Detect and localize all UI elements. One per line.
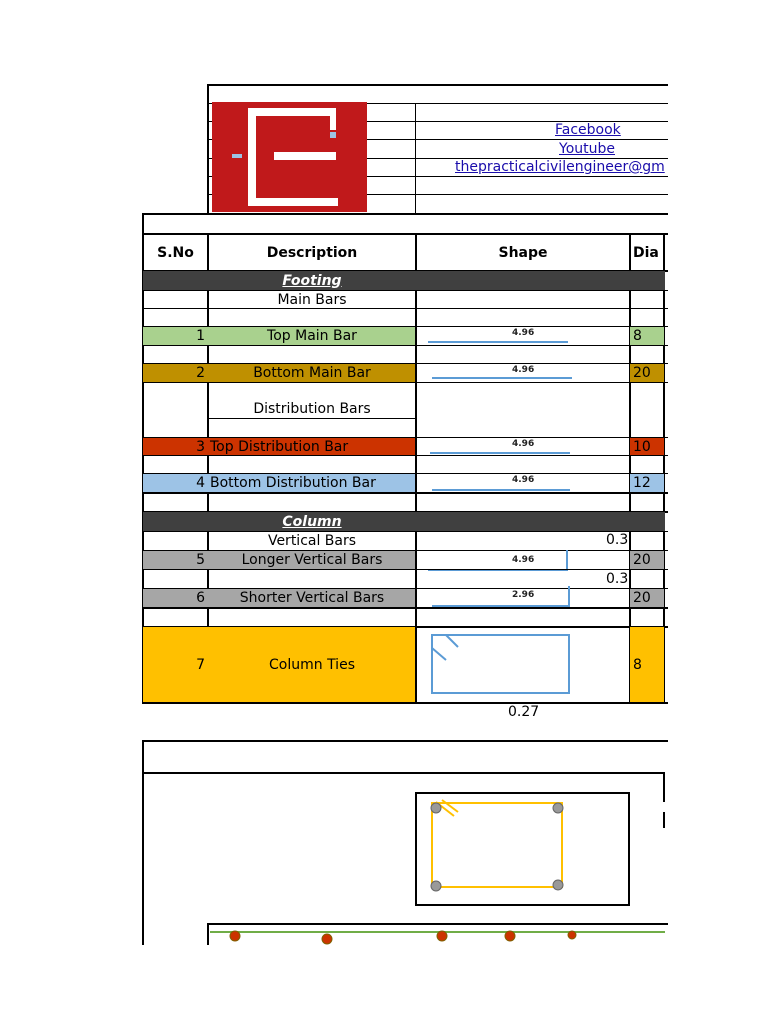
row-6-sno: 6 bbox=[196, 590, 205, 606]
row-6-dia: 20 bbox=[633, 590, 651, 606]
grid-line bbox=[142, 740, 668, 742]
company-logo bbox=[212, 102, 367, 212]
row-2-sno: 2 bbox=[196, 365, 205, 381]
grid-line bbox=[142, 382, 668, 383]
label-main-bars: Main Bars bbox=[277, 291, 347, 308]
tie-shape-icon bbox=[428, 630, 574, 698]
grid-line bbox=[142, 492, 668, 494]
header-sno: S.No bbox=[157, 244, 194, 261]
email-link[interactable]: thepracticalcivilengineer@gm bbox=[455, 159, 665, 175]
grid-line bbox=[208, 418, 416, 419]
row-3-description: Top Distribution Bar bbox=[210, 438, 349, 455]
label-vertical-bars: Vertical Bars bbox=[267, 533, 357, 549]
youtube-link[interactable]: Youtube bbox=[559, 141, 615, 157]
grid-line bbox=[142, 455, 668, 456]
section-title-footing: Footing bbox=[282, 272, 342, 289]
row-1-sno: 1 bbox=[196, 328, 205, 344]
row-1-length: 4.96 bbox=[512, 328, 535, 338]
row-6-length: 2.96 bbox=[512, 590, 535, 600]
tie-width-label: 0.27 bbox=[508, 704, 540, 720]
row-4-sno: 4 bbox=[196, 475, 205, 491]
header-shape: Shape bbox=[498, 244, 548, 261]
l-bar-shape bbox=[566, 550, 568, 571]
grid-line bbox=[415, 103, 416, 214]
row-5-dia: 20 bbox=[633, 552, 651, 568]
row-3-sno: 3 bbox=[196, 438, 205, 455]
straight-bar-shape bbox=[432, 377, 572, 379]
grid-line bbox=[142, 308, 668, 309]
facebook-link[interactable]: Facebook bbox=[555, 122, 621, 138]
grid-line bbox=[142, 569, 668, 570]
row-7-dia: 8 bbox=[633, 656, 642, 673]
l-bar-shape bbox=[568, 586, 570, 607]
straight-bar-shape bbox=[432, 489, 570, 491]
column-cross-section-icon bbox=[424, 796, 572, 896]
grid-line bbox=[207, 923, 668, 925]
row-2-description: Bottom Main Bar bbox=[253, 365, 371, 381]
grid-line bbox=[207, 923, 209, 945]
row-5-description: Longer Vertical Bars bbox=[241, 552, 383, 568]
header-description: Description bbox=[266, 244, 358, 261]
row-2-dia: 20 bbox=[633, 365, 651, 381]
section-title-column: Column bbox=[282, 513, 342, 530]
header-dia: Dia bbox=[633, 244, 659, 261]
grid-line bbox=[142, 345, 668, 346]
row-2-length: 4.96 bbox=[512, 365, 535, 375]
row-4-dia: 12 bbox=[633, 475, 651, 491]
grid-line bbox=[663, 812, 665, 828]
row-3-dia: 10 bbox=[633, 438, 651, 455]
row-3-length: 4.96 bbox=[512, 439, 535, 449]
grid-line bbox=[663, 772, 665, 802]
row-5-length: 4.96 bbox=[512, 555, 535, 565]
row-4-length: 4.96 bbox=[512, 475, 535, 485]
row-1-description: Top Main Bar bbox=[267, 328, 357, 344]
grid-line bbox=[142, 213, 668, 215]
grid-line bbox=[142, 607, 668, 609]
row-5-sno: 5 bbox=[196, 552, 205, 568]
bend-length-top: 0.3 bbox=[606, 532, 629, 548]
grid-line bbox=[142, 740, 144, 945]
grid-line bbox=[208, 84, 668, 86]
row-6-description: Shorter Vertical Bars bbox=[239, 590, 385, 606]
row-4-description: Bottom Distribution Bar bbox=[210, 475, 376, 491]
label-distribution-bars: Distribution Bars bbox=[253, 400, 371, 417]
grid-line bbox=[415, 233, 417, 703]
grid-line bbox=[142, 702, 668, 704]
grid-line bbox=[142, 772, 664, 774]
row-7-sno: 7 bbox=[196, 656, 205, 673]
straight-bar-shape bbox=[428, 341, 568, 343]
footing-bars-icon bbox=[210, 926, 665, 946]
straight-bar-shape bbox=[430, 452, 570, 454]
row-7-description: Column Ties bbox=[269, 656, 355, 673]
row-1-dia: 8 bbox=[633, 328, 642, 344]
logo-mark-icon bbox=[212, 102, 367, 212]
bend-length-bottom: 0.3 bbox=[606, 571, 629, 587]
